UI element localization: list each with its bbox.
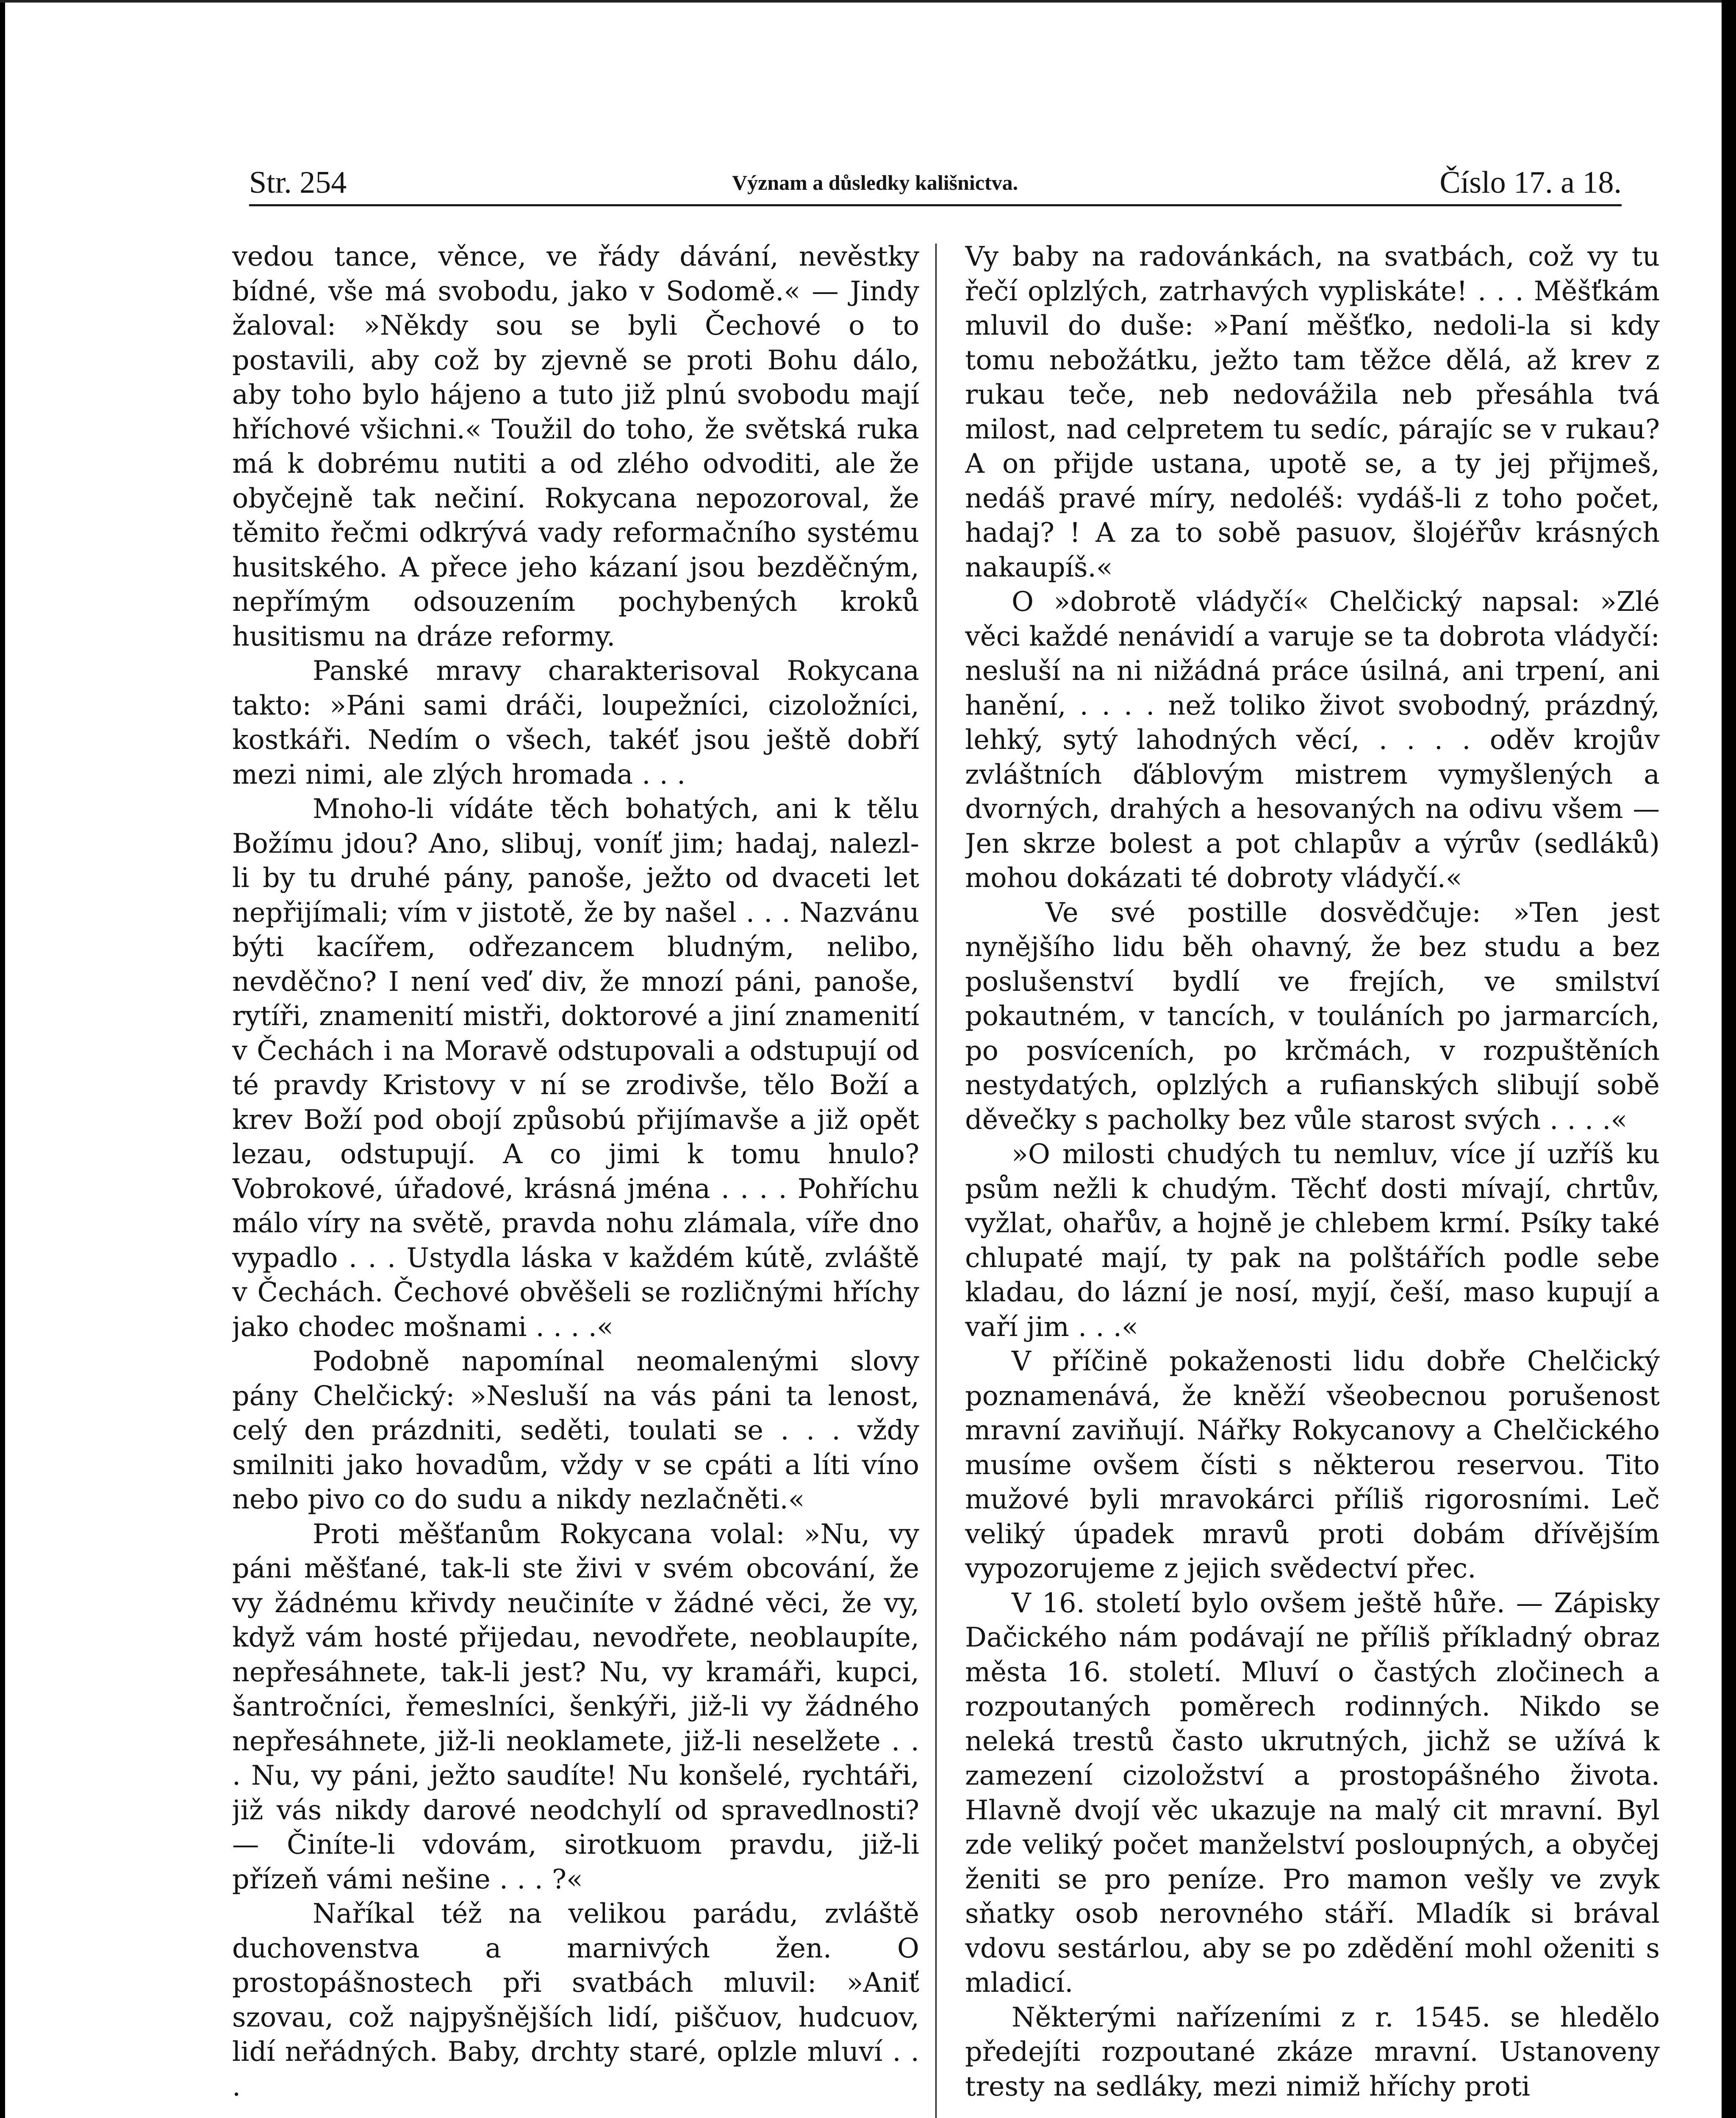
paragraph: Vy baby na radovánkách, na svatbách, což vy tu řečí oplzlých, zatrhavých vypliskáte! . . . Měšťkám mluvil do duše: »Paní měšťko, nedoli-la si kdy tomu nebožátku, ježto tam těžce dělá, až krev z rukau teče, neb nedovážila neb přesáhla tvá milost, nad celpretem tu sedíc, párajíc se v rukau? A on přijde ustana, upotě se, a ty jej přijmeš, nedáš pravé míry, nedoléš: vydáš-li z toho počet, hadaj? ! A za to sobě pasuov, šlojéřův krásných nakaupíš.«	[965, 241, 1660, 583]
running-title: Význam a důsledky kališnictva.	[732, 171, 1018, 194]
column-divider	[935, 244, 937, 2118]
paragraph: »O milosti chudých tu nemluv, více jí uzříš ku psům nežli k chudým. Těchť dosti mívají, chrtův, vyžlat, ohařův, a hojně je chlebem krmí. Psíky také chlupaté mají, ty pak na polštářích podle sebe kladau, do lázní je nosí, myjí, češí, maso kupují a vaří jim . . .«	[965, 1138, 1660, 1342]
scan-edge-left	[0, 0, 5, 2118]
paragraph: V 16. století bylo ovšem ještě hůře. — Zápisky Dačického nám podávají ne příliš příkladný obraz města 16. století. Mluví o častých zločinech a rozpoutaných poměrech rodinných. Nikdo se neleká trestů často ukrutných, jichž se užívá k zamezení cizoložství a prostopášného života. Hlavně dvojí věc ukazuje na malý cit mravní. Byl zde veliký počet manželství posloupných, a obyčej ženiti se pro peníze. Pro mamon vešly ve zvyk sňatky osob nerovného stáří. Mladík si brával vdovu sestárlou, aby se po zdědění mohl oženiti s mladicí.	[965, 1587, 1660, 1998]
paragraph: Naříkal též na velikou parádu, zvláště duchovenstva a marnivých žen. O prostopášnostech při svatbách mluvil: »Aniť szovau, což najpyšnějších lidí, piščuov, hudcuov, lidí neřádných. Baby, drchty staré, oplzle mluví . . .	[232, 1898, 919, 2102]
scan-edge-top	[0, 0, 1736, 3]
paragraph: O »dobrotě vládyčí« Chelčický napsal: »Zlé věci každé nenávidí a varuje se ta dobrota vládyčí: nesluší na ni nižádná práce úsilná, ani trpení, ani hanění, . . . . než toliko život svobodný, prázdný, lehký, sytý lahodných věcí, . . . . oděv krojův zvláštních ďáblovým mistrem vymyšlených a dvorných, drahých a hesovaných na odivu všem — Jen skrze bolest a pot chlapův a výrův (sedláků) mohou dokázati té dobroty vládyčí.«	[965, 586, 1660, 893]
paragraph: Mnoho-li vídáte těch bohatých, ani k tělu Božímu jdou? Ano, slibuj, voníť jim; hadaj, nalezl-li by tu druhé pány, panoše, ježto od dvaceti let nepřijímali; vím v jistotě, že by našel . . . Nazvánu býti kacířem, odřezancem bludným, nelibo, nevděčno? I není veď div, že mnozí páni, panoše, rytíři, znamenití mistři, doktorové a jiní znamenití v Čechách i na Moravě odstupovali a odstupují od té pravdy Kristovy v ní se zrodivše, tělo Boží a krev Boží pod obojí způsobú přijímavše a již opět lezau, odstupují. A co jimi k tomu hnulo? Vobrokové, úřadové, krásná jména . . . . Pohříchu málo víry na světě, pravda nohu zlámala, víře dno vypadlo . . . Ustydla láska v každém kútě, zvláště v Čechách. Čechové obvěšeli se rozličnými hříchy jako chodec mošnami . . . .«	[232, 793, 919, 1342]
scan-edge-right	[1722, 0, 1736, 2118]
left-column	[232, 239, 919, 2118]
paragraph: Proti měšťanům Rokycana volal: »Nu, vy páni měšťané, tak-li ste živi v svém obcování, že vy žádnému křivdy neučiníte v žádné věci, že vy, když vám hosté přijedau, nevodřete, neoblaupíte, nepřesáhnete, tak-li jest? Nu, vy kramáři, kupci, šantročníci, řemeslníci, šenkýři, již-li vy žádného nepřesáhnete, již-li neoklamete, již-li neselžete . . . Nu, vy páni, ježto saudíte! Nu konšelé, rychtáři, již vás nikdy darové neodchylí od spravedlnosti? — Činíte-li vdovám, sirotkuom pravdu, již-li přízeň vámi nešine . . . ?«	[232, 1518, 919, 1895]
page-number: Str. 254	[249, 165, 347, 200]
paragraph: V příčině pokaženosti lidu dobře Chelčický poznamenává, že kněží všeobecnou porušenost mravní zaviňují. Nářky Rokycanovy a Chelčického musíme ovšem čísti s některou reservou. Tito mužové byli mravokárci příliš rigorosními. Leč veliký úpadek mravů proti dobám dřívějším vypozorujeme z jejich svědectví přec.	[965, 1345, 1660, 1584]
paragraph: Ve své postille dosvědčuje: »Ten jest nynějšího lidu běh ohavný, že bez studu a bez poslušenství bydlí ve frejích, ve smilství pokautném, v tancích, v touláních po jarmarcích, po posvíceních, po krčmách, v rozpuštěních nestydatých, oplzlých a rufianských slibují sobě děvečky s pacholky bez vůle starost svých . . . .«	[965, 896, 1660, 1135]
paragraph: vedou tance, věnce, ve řády dávání, nevěstky bídné, vše má svobodu, jako v Sodomě.« — Jindy žaloval: »Někdy sou se byli Čechové o to postavili, aby což by zjevně se proti Bohu dálo, aby toho bylo hájeno a tuto již plnú svobodu mají hříchové všichni.« Toužil do toho, že světská ruka má k dobrému nutiti a od zlého odvoditi, ale že obyčejně tak nečiní. Rokycana nepozoroval, že těmito řečmi odkrývá vady reformačního systému husitského. A přece jeho kázaní jsou bezděčným, nepřímým odsouzením pochybených kroků husitismu na dráze reformy.	[232, 241, 919, 652]
paragraph: Některými nařízeními z r. 1545. se hledělo předejíti rozpoutané zkáze mravní. Ustanoveny tresty na sedláky, mezi nimiž hříchy proti	[965, 2001, 1660, 2102]
issue-number: Číslo 17. a 18.	[1439, 165, 1622, 200]
right-column	[965, 239, 1660, 2118]
header-rule	[249, 204, 1622, 206]
paragraph: Panské mravy charakterisoval Rokycana takto: »Páni sami dráči, loupežníci, cizoložníci, kostkáři. Nedím o všech, takéť jsou ještě dobří mezi nimi, ale zlých hromada . . .	[232, 655, 919, 790]
paragraph: Podobně napomínal neomalenými slovy pány Chelčický: »Nesluší na vás páni ta lenost, celý den prázdniti, seděti, toulati se . . . vždy smilniti jako hovadům, vždy v se cpáti a líti víno nebo pivo co do sudu a nikdy nezlačněti.«	[232, 1345, 919, 1515]
page-header	[249, 157, 1622, 212]
